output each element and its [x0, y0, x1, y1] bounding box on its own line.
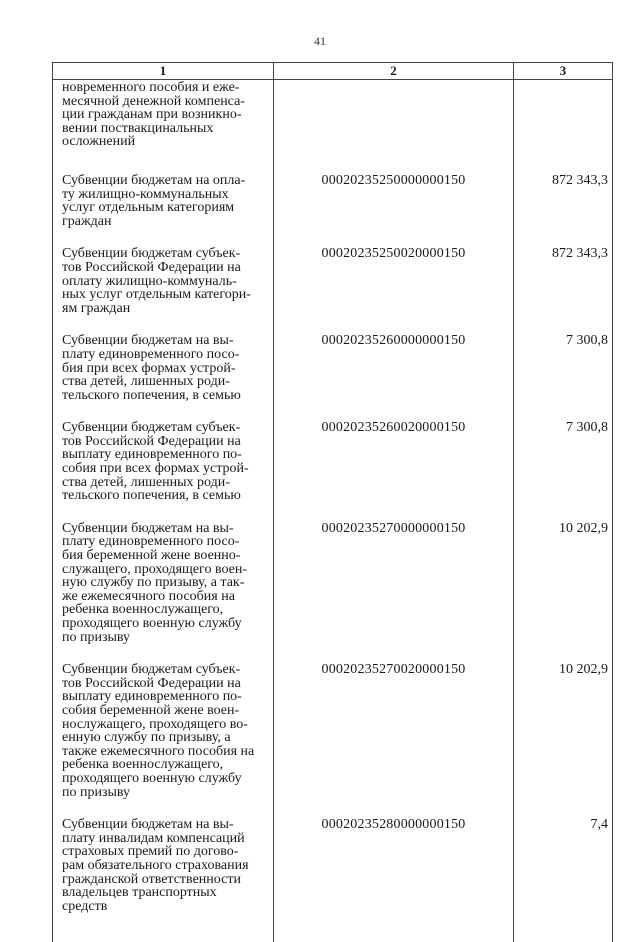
row-description: Субвенции бюджетам на опла- ту жилищно-коммунальных услуг отдельным категориям граждан — [53, 174, 274, 247]
table-row — [53, 818, 613, 932]
row-amount: 10 202,9 — [514, 663, 613, 818]
table-end-spacer — [53, 932, 613, 942]
row-description: новременного пособия и еже- месячной денежной компенса- ции гражданам при возникно- вении поствакцинальных осложнений — [53, 80, 274, 174]
row-budget-code: 00020235270020000150 — [274, 663, 514, 818]
row-amount: 872 343,3 — [514, 247, 613, 334]
row-amount: 7,4 — [514, 818, 613, 932]
spacer-cell — [514, 932, 613, 942]
row-description: Субвенции бюджетам субъек- тов Российской Федерации на выплату единовременного по- собия беременной жене воен- нослужащего, проходящего во- енную службу по призыву, а также ежемесячного пособия на ребенка военнослужащего, проходящего военную службу по призыву — [53, 663, 274, 818]
budget-table — [52, 62, 613, 942]
row-budget-code: 00020235250020000150 — [274, 247, 514, 334]
row-description: Субвенции бюджетам на вы- плату инвалидам компенсаций страховых премий по догово- рам обязательного страхования гражданской ответственности владельцев транспортных средств — [53, 818, 274, 932]
spacer-cell — [274, 932, 514, 942]
row-amount: 7 300,8 — [514, 334, 613, 421]
row-budget-code: 00020235260000000150 — [274, 334, 514, 421]
row-budget-code: 00020235250000000150 — [274, 174, 514, 247]
column-header-2: 2 — [274, 63, 514, 80]
row-amount — [514, 80, 613, 174]
row-description: Субвенции бюджетам субъек- тов Российской Федерации на оплату жилищно-коммуналь- ных услуг отдельным категори- ям граждан — [53, 247, 274, 334]
table-header — [53, 63, 613, 80]
row-amount: 10 202,9 — [514, 522, 613, 663]
table-row — [53, 663, 613, 818]
table-row — [53, 174, 613, 247]
column-header-1: 1 — [53, 63, 274, 80]
table-row — [53, 334, 613, 421]
row-description: Субвенции бюджетам субъек- тов Российской Федерации на выплату единовременного по- собия при всех формах устрой- ства детей, лишенных роди- тельского попечения, в семью — [53, 421, 274, 522]
table-body — [53, 80, 613, 942]
row-amount: 7 300,8 — [514, 421, 613, 522]
spacer-cell — [53, 932, 274, 942]
row-budget-code — [274, 80, 514, 174]
row-budget-code: 00020235260020000150 — [274, 421, 514, 522]
row-description: Субвенции бюджетам на вы- плату единовременного посо- бия беременной жене военно- служащего, проходящего воен- ную службу по призыву, а так- же ежемесячного пособия на ребенка военнослужащего, проходящего военную службу по призыву — [53, 522, 274, 663]
page-number: 41 — [0, 34, 640, 49]
row-amount: 872 343,3 — [514, 174, 613, 247]
row-description: Субвенции бюджетам на вы- плату единовременного посо- бия при всех формах устрой- ства детей, лишенных роди- тельского попечения, в семью — [53, 334, 274, 421]
table-row — [53, 421, 613, 522]
table-row — [53, 80, 613, 174]
table-row — [53, 247, 613, 334]
table-row — [53, 522, 613, 663]
row-budget-code: 00020235270000000150 — [274, 522, 514, 663]
column-header-3: 3 — [514, 63, 613, 80]
row-budget-code: 00020235280000000150 — [274, 818, 514, 932]
